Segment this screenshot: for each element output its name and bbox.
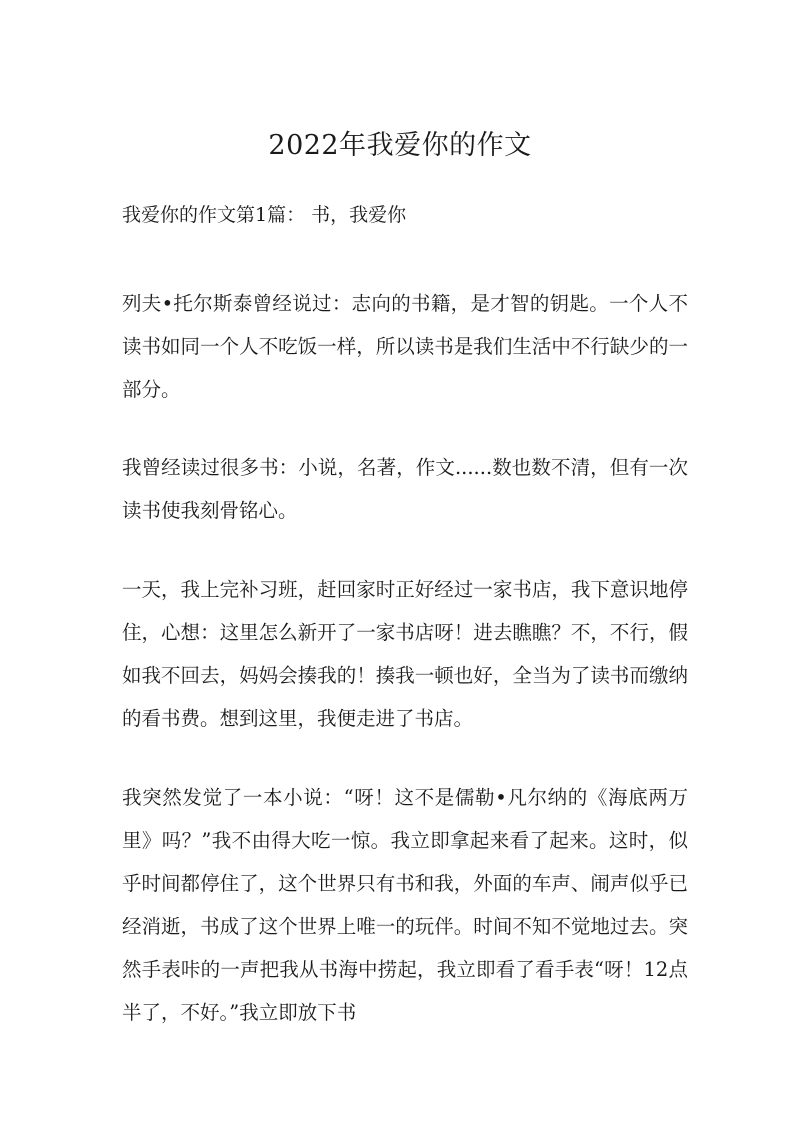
- paragraph-3: 一天，我上完补习班，赶回家时正好经过一家书店，我下意识地停住，心想：这里怎么新开了一家书店呀！进去瞧瞧？不，不行，假如我不回去，妈妈会揍我的！揍我一顿也好，全当为了读书而缴纳的看书费。想到这里，我便走进了书店。: [122, 578, 688, 730]
- paragraph-4: 我突然发觉了一本小说：“呀！这不是儒勒•凡尔纳的《海底两万里》吗？”我不由得大吃一惊。我立即拿起来看了起来。这时，似乎时间都停住了，这个世界只有书和我，外面的车声、闹声似乎已经消逝，书成了这个世界上唯一的玩伴。时间不知不觉地过去。突然手表咔的一声把我从书海中捞起，我立即看了看手表“呀！12点半了，不好。”我立即放下书: [122, 786, 688, 1024]
- document-subtitle: 我爱你的作文第1篇： 书，我爱你: [122, 204, 407, 226]
- paragraph-2: 我曾经读过很多书：小说，名著，作文......数也数不清，但有一次读书使我刻骨铭心。: [122, 456, 688, 522]
- paragraph-1: 列夫•托尔斯泰曾经说过：志向的书籍，是才智的钥匙。一个人不读书如同一个人不吃饭一样，所以读书是我们生活中不行缺少的一部分。: [122, 292, 688, 401]
- document-title: 2022年我爱你的作文: [268, 130, 532, 161]
